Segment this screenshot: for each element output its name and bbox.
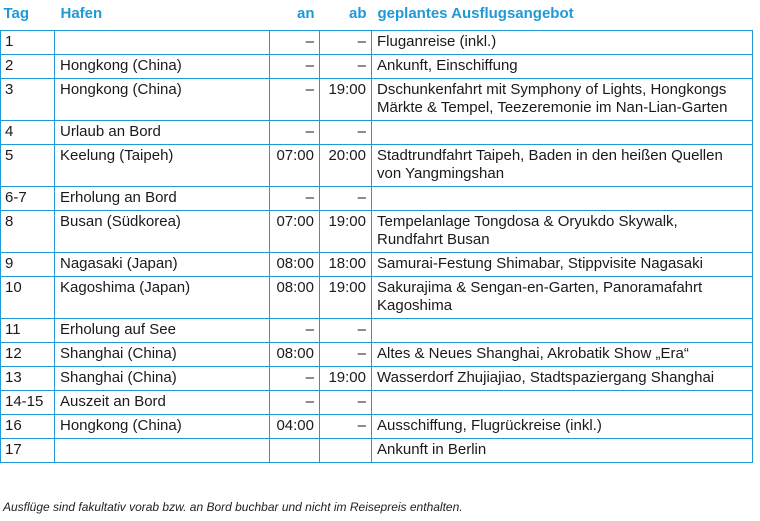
table-row [1, 79, 753, 121]
port-cell: Shanghai (China) [55, 367, 270, 391]
table-row [1, 121, 753, 145]
port-cell: Hongkong (China) [55, 79, 270, 121]
departure-cell: – [320, 121, 372, 145]
port-cell: Urlaub an Bord [55, 121, 270, 145]
arrival-cell: – [270, 391, 320, 415]
port-cell: Hongkong (China) [55, 415, 270, 439]
table-row [1, 187, 753, 211]
port-cell [55, 31, 270, 55]
table-row [1, 319, 753, 343]
itinerary-body [1, 31, 753, 463]
excursion-cell: Dschunkenfahrt mit Symphony of Lights, Hongkongs Märkte & Tempel, Teezeremonie im Nan-Lian-Garten [372, 79, 753, 121]
excursion-cell: Stadtrundfahrt Taipeh, Baden in den heißen Quellen von Yangmingshan [372, 145, 753, 187]
excursion-cell: Ausschiffung, Flugrückreise (inkl.) [372, 415, 753, 439]
excursion-cell: Sakurajima & Sengan-en-Garten, Panoramafahrt Kagoshima [372, 277, 753, 319]
excursion-cell [372, 319, 753, 343]
departure-cell: 19:00 [320, 277, 372, 319]
arrival-cell: 08:00 [270, 277, 320, 319]
day-cell: 13 [1, 367, 55, 391]
table-row [1, 31, 753, 55]
arrival-cell [270, 439, 320, 463]
header-ab: ab [348, 4, 367, 22]
arrival-cell: 07:00 [270, 145, 320, 187]
port-cell: Erholung auf See [55, 319, 270, 343]
table-row [1, 277, 753, 319]
port-cell [55, 439, 270, 463]
arrival-cell: – [270, 187, 320, 211]
day-cell: 10 [1, 277, 55, 319]
departure-cell: – [320, 391, 372, 415]
departure-cell: 19:00 [320, 367, 372, 391]
header-hafen: Hafen [60, 4, 103, 22]
departure-cell: – [320, 415, 372, 439]
table-row [1, 343, 753, 367]
arrival-cell: – [270, 319, 320, 343]
departure-cell: – [320, 187, 372, 211]
arrival-cell: 08:00 [270, 343, 320, 367]
departure-cell [320, 439, 372, 463]
day-cell: 5 [1, 145, 55, 187]
day-cell: 17 [1, 439, 55, 463]
header-tag: Tag [3, 4, 30, 22]
table-row [1, 415, 753, 439]
day-cell: 4 [1, 121, 55, 145]
departure-cell: 18:00 [320, 253, 372, 277]
excursion-cell: Wasserdorf Zhujiajiao, Stadtspaziergang Shanghai [372, 367, 753, 391]
excursion-cell: Samurai-Festung Shimabar, Stippvisite Nagasaki [372, 253, 753, 277]
arrival-cell: 07:00 [270, 211, 320, 253]
table-row [1, 145, 753, 187]
day-cell: 11 [1, 319, 55, 343]
day-cell: 2 [1, 55, 55, 79]
port-cell: Hongkong (China) [55, 55, 270, 79]
excursion-cell: Altes & Neues Shanghai, Akrobatik Show „Era“ [372, 343, 753, 367]
departure-cell: 20:00 [320, 145, 372, 187]
day-cell: 8 [1, 211, 55, 253]
excursion-cell: Tempelanlage Tongdosa & Oryukdo Skywalk, Rundfahrt Busan [372, 211, 753, 253]
header-an: an [296, 4, 315, 22]
excursion-cell: Ankunft in Berlin [372, 439, 753, 463]
port-cell: Keelung (Taipeh) [55, 145, 270, 187]
departure-cell: – [320, 31, 372, 55]
excursion-cell: Fluganreise (inkl.) [372, 31, 753, 55]
day-cell: 9 [1, 253, 55, 277]
arrival-cell: – [270, 79, 320, 121]
departure-cell: – [320, 319, 372, 343]
table-header-row [1, 0, 753, 31]
arrival-cell: – [270, 121, 320, 145]
departure-cell: – [320, 55, 372, 79]
departure-cell: 19:00 [320, 79, 372, 121]
arrival-cell: – [270, 367, 320, 391]
excursion-cell [372, 187, 753, 211]
footnote: Ausflüge sind fakultativ vorab bzw. an Bord buchbar und nicht im Reisepreis enthalten. [3, 500, 463, 514]
day-cell: 12 [1, 343, 55, 367]
day-cell: 3 [1, 79, 55, 121]
day-cell: 16 [1, 415, 55, 439]
table-row [1, 55, 753, 79]
departure-cell: 19:00 [320, 211, 372, 253]
arrival-cell: 04:00 [270, 415, 320, 439]
departure-cell: – [320, 343, 372, 367]
arrival-cell: – [270, 55, 320, 79]
arrival-cell: – [270, 31, 320, 55]
port-cell: Shanghai (China) [55, 343, 270, 367]
table-row [1, 253, 753, 277]
table-row [1, 367, 753, 391]
table-row [1, 439, 753, 463]
day-cell: 14-15 [1, 391, 55, 415]
excursion-cell [372, 391, 753, 415]
port-cell: Nagasaki (Japan) [55, 253, 270, 277]
header-ausflug: geplantes Ausflugsangebot [377, 4, 574, 22]
excursion-cell: Ankunft, Einschiffung [372, 55, 753, 79]
table-row [1, 391, 753, 415]
port-cell: Kagoshima (Japan) [55, 277, 270, 319]
day-cell: 1 [1, 31, 55, 55]
port-cell: Erholung an Bord [55, 187, 270, 211]
port-cell: Auszeit an Bord [55, 391, 270, 415]
excursion-cell [372, 121, 753, 145]
arrival-cell: 08:00 [270, 253, 320, 277]
table-row [1, 211, 753, 253]
port-cell: Busan (Südkorea) [55, 211, 270, 253]
day-cell: 6-7 [1, 187, 55, 211]
